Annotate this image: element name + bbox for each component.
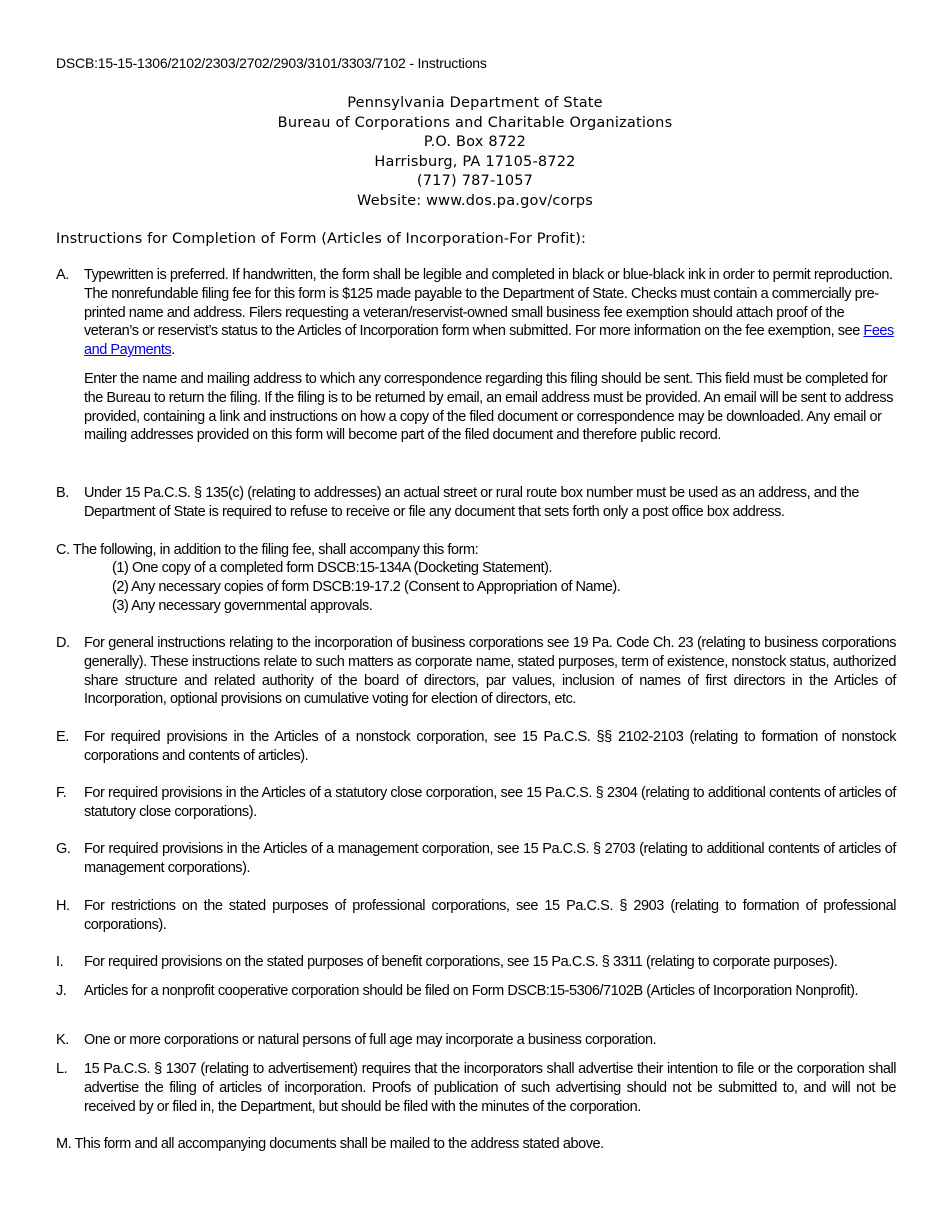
website: Website: www.dos.pa.gov/corps: [357, 192, 593, 209]
department-header: [0, 94, 950, 212]
instruction-item-c: C. The following, in addition to the filing fee, shall accompany this form:: [56, 542, 479, 558]
department-name: Pennsylvania Department of State: [347, 95, 603, 111]
instruction-item-m: M. This form and all accompanying documents shall be mailed to the address stated above.: [56, 1136, 604, 1152]
item-a-paragraph-2: Enter the name and mailing address to which any correspondence regarding this filing should be sent. This field must be completed for the Bureau to return the filing. If the filing is to be returned by email, an email address must be provided. An email will be sent to address provided, containing a link and instructions on how a copy of the filed document or correspondence may be downloaded. Any email or mailing addresses provided on this form will become part of the filed document and therefore public record.: [84, 370, 893, 444]
instruction-item-i: [56, 953, 896, 972]
instructions-heading: Instructions for Completion of Form (Articles of Incorporation-For Profit):: [56, 231, 586, 247]
item-text: For restrictions on the stated purposes of professional corporations, see 15 Pa.C.S. § 2903 (relating to formation of professional corporations).: [84, 898, 896, 933]
item-letter: G.: [56, 841, 71, 857]
item-letter: L.: [56, 1061, 68, 1077]
item-letter: D.: [56, 635, 70, 651]
instruction-item-l: [56, 1060, 896, 1116]
instruction-item-f: [56, 784, 896, 822]
item-letter: F.: [56, 785, 67, 801]
item-a-paragraph-1: Typewritten is preferred. If handwritten, the form shall be legible and completed in black or blue-black ink in order to permit reproduction. The nonrefundable filing fee for this form is $125 made payable to the Department of State. Checks must contain a commercially pre-printed name and address. Filers requesting a veteran/reservist-owned small business fee exemption should attach proof of the veteran’s or reservist’s status to the Articles of Incorporation form when submitted. For more information on the fee exemption, see Fees and Payments.: [84, 267, 894, 359]
bureau-name: Bureau of Corporations and Charitable Organizations: [277, 114, 673, 131]
instruction-item-k: [56, 1031, 896, 1050]
instruction-item-d: [56, 634, 896, 709]
instruction-item-e: [56, 728, 896, 766]
phone-number: (717) 787-1057: [416, 173, 534, 190]
instruction-item-a: [56, 266, 896, 445]
item-text: For general instructions relating to the incorporation of business corporations see 19 Pa. Code Ch. 23 (relating to business corporations generally). These instructions relate to such matters as corporate name, stated purposes, term of existence, nonstock status, authorized share structure and related authority of the board of directors, par values, inclusion of names of first directors in the Articles of Incorporation, optional provisions on cumulative voting for election of directors, etc.: [84, 635, 896, 708]
city-state-zip: Harrisburg, PA 17105-8722: [374, 153, 576, 170]
item-text: For required provisions in the Articles of a nonstock corporation, see 15 Pa.C.S. §§ 2102-2103 (relating to formation of nonstock corporations and contents of articles).: [84, 729, 896, 764]
item-text: Articles for a nonprofit cooperative corporation should be filed on Form DSCB:15-5306/7102B (Articles of Incorporation Nonprofit).: [84, 983, 859, 999]
item-letter: B.: [56, 485, 69, 501]
item-letter: H.: [56, 898, 70, 914]
item-letter: K.: [56, 1032, 69, 1048]
fees-and-payments-link[interactable]: Fees and Payments: [84, 323, 894, 359]
item-c-sub-3: (3) Any necessary governmental approvals.: [112, 598, 373, 614]
item-text: For required provisions in the Articles of a statutory close corporation, see 15 Pa.C.S. § 2304 (relating to additional contents of articles of statutory close corporations).: [84, 785, 896, 820]
item-text: One or more corporations or natural persons of full age may incorporate a business corporation.: [84, 1032, 657, 1048]
po-box: P.O. Box 8722: [423, 134, 527, 151]
item-letter: E.: [56, 729, 69, 745]
item-text: For required provisions on the stated purposes of benefit corporations, see 15 Pa.C.S. § 3311 (relating to corporate purposes).: [84, 954, 838, 970]
instruction-item-j: [56, 982, 896, 1001]
item-c-sub-2: (2) Any necessary copies of form DSCB:19-17.2 (Consent to Appropriation of Name).: [112, 579, 621, 595]
item-text: 15 Pa.C.S. § 1307 (relating to advertisement) requires that the incorporators shall advertise their intention to file or the corporation shall advertise the filing of articles of incorporation. Proofs of publication of such advertising should not be submitted to, and will not be received by or filed in, the Department, but should be filed with the minutes of the corporation.: [84, 1061, 896, 1115]
instruction-item-b: [56, 484, 896, 522]
item-letter: J.: [56, 983, 67, 999]
item-letter: I.: [56, 954, 64, 970]
item-text: Under 15 Pa.C.S. § 135(c) (relating to addresses) an actual street or rural route box number must be used as an address, and the Department of State is required to refuse to receive or file any document that sets forth only a post office box address.: [84, 485, 859, 520]
instruction-item-g: [56, 840, 896, 878]
form-code: DSCB:15-15-1306/2102/2303/2702/2903/3101/3303/7102 - Instructions: [56, 55, 487, 71]
item-c-sub-1: (1) One copy of a completed form DSCB:15-134A (Docketing Statement).: [112, 560, 553, 576]
item-letter: A.: [56, 267, 69, 283]
instruction-item-h: [56, 897, 896, 935]
item-text: For required provisions in the Articles of a management corporation, see 15 Pa.C.S. § 2703 (relating to additional contents of articles of management corporations).: [84, 841, 896, 876]
